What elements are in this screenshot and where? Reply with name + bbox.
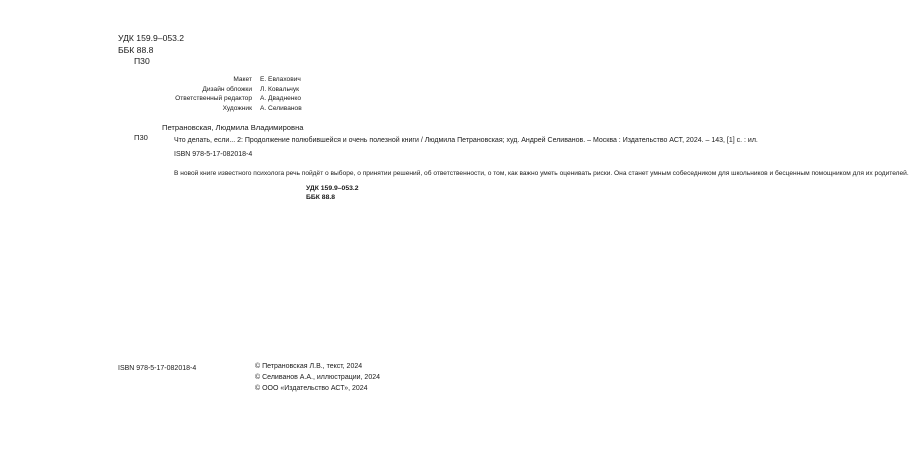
- credits-block: [150, 75, 340, 114]
- credit-role: Макет: [233, 76, 252, 83]
- credit-role: Художник: [222, 105, 252, 113]
- udk-code: УДК 159.9–053.2: [118, 33, 185, 43]
- record-isbn: ISBN 978-5-17-082018-4: [174, 151, 253, 159]
- record-author: Петрановская, Людмила Владимировна: [162, 123, 304, 132]
- credit-row: [150, 75, 340, 85]
- record-bbk: ББК 88.8: [306, 194, 336, 202]
- catalog-record: [162, 123, 909, 202]
- credit-name: А. Двадненко: [260, 95, 302, 103]
- credit-name: А. Селиванов: [260, 105, 302, 113]
- record-code: П30: [134, 133, 148, 142]
- copyright-line: © ООО «Издательство АСТ», 2024: [255, 384, 368, 392]
- credit-role: Дизайн обложки: [202, 85, 252, 93]
- credit-name: Л. Ковальчук: [260, 85, 300, 93]
- credit-row: [150, 94, 340, 104]
- author-code: П30: [134, 56, 150, 66]
- copyright-block: [255, 362, 380, 394]
- credit-name: Е. Евлахович: [260, 76, 301, 83]
- bibliographic-description: Что делать, если... 2: Продолжение полюбившейся и очень полезной книги / Людмила Петрановская; худ. Андрей Селиванов. – Москва : Издательство АСТ, 2024. – 143, [1] с. : ил.: [174, 137, 758, 145]
- footer-isbn: ISBN 978-5-17-082018-4: [118, 365, 197, 372]
- copyright-line: © Селиванов А.А., иллюстрации, 2024: [255, 373, 380, 381]
- credit-row: [150, 85, 340, 95]
- record-classification: [306, 184, 359, 202]
- copyright-line: © Петрановская Л.В., текст, 2024: [255, 363, 363, 370]
- annotation: В новой книге известного психолога речь пойдёт о выборе, о принятии решений, об ответственности, о том, как важно уметь оценивать риски. Она станет умным собеседником для школьников и бесценным помощником для их родителей.: [174, 169, 909, 177]
- credit-role: Ответственный редактор: [175, 95, 252, 103]
- record-udk: УДК 159.9–053.2: [306, 185, 359, 193]
- credit-row: [150, 104, 340, 114]
- bbk-code: ББК 88.8: [118, 44, 154, 55]
- classification-block: [118, 33, 184, 68]
